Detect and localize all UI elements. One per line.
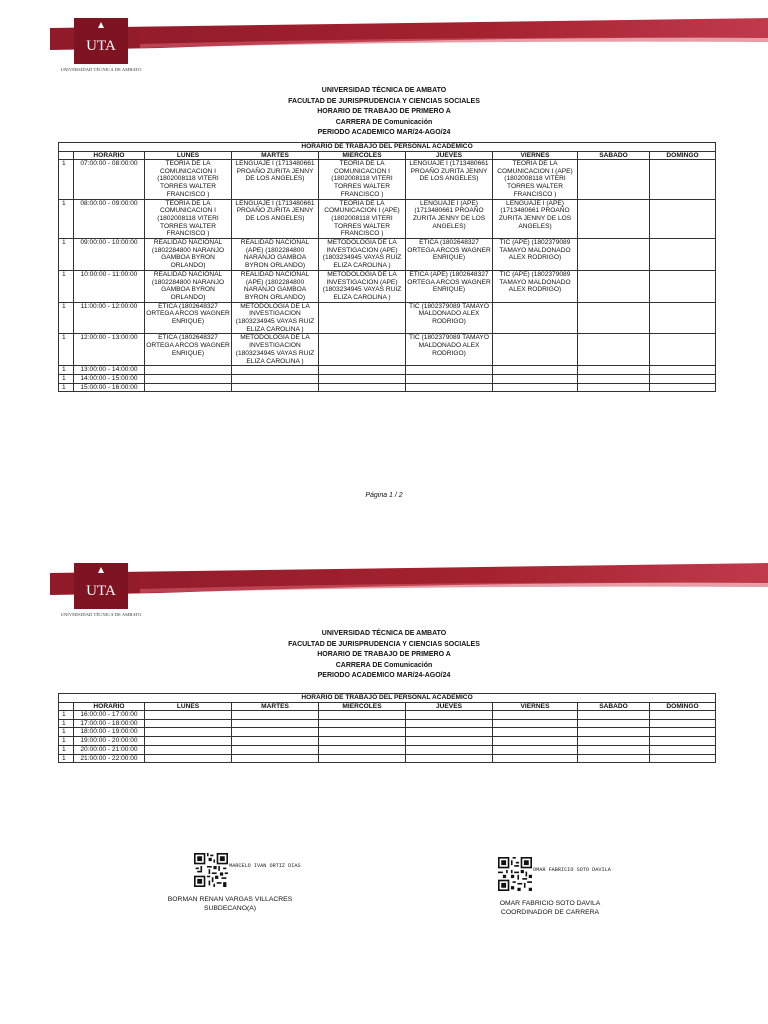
schedule-cell	[145, 719, 232, 728]
schedule-cell	[406, 711, 493, 720]
schedule-cell: LENGUAJE I (APE) (1713480661 PROAÑO ZURITA JENNY DE LOS ANGELES)	[406, 199, 493, 239]
schedule-cell: TEORIA DE LA COMUNICACION I (1802008118 VITERI TORRES WALTER FRANCISCO )	[319, 160, 406, 200]
time-slot: 19:00:00 - 20:00:00	[74, 737, 145, 746]
signature-name: BORMAN RENAN VARGAS VILLACRES	[167, 896, 293, 903]
row-index: 1	[59, 754, 74, 763]
heading-university: UNIVERSIDAD TÉCNICA DE AMBATO	[321, 87, 447, 94]
time-slot: 08:00:00 - 09:00:00	[74, 199, 145, 239]
heading-university: UNIVERSIDAD TÉCNICA DE AMBATO	[321, 630, 447, 637]
schedule-cell	[650, 366, 716, 375]
table-row	[59, 160, 716, 200]
schedule-cell: ETICA (1802648327 ORTEGA ARCOS WAGNER ENRIQUE)	[406, 239, 493, 271]
column-header-miercoles: MIERCOLES	[319, 151, 406, 160]
time-slot: 09:00:00 - 10:00:00	[74, 239, 145, 271]
schedule-cell	[650, 383, 716, 392]
heading-career: CARRERA DE Comunicación	[335, 661, 433, 669]
schedule-cell	[493, 366, 578, 375]
schedule-cell	[493, 719, 578, 728]
row-index-header	[59, 151, 74, 160]
table-row	[59, 270, 716, 302]
time-slot: 07:00:00 - 08:00:00	[74, 160, 145, 200]
table-row	[59, 745, 716, 754]
row-index-header	[59, 702, 74, 711]
schedule-cell	[232, 374, 319, 383]
schedule-cell	[578, 719, 650, 728]
schedule-cell	[493, 745, 578, 754]
schedule-cell	[232, 728, 319, 737]
row-index: 1	[59, 374, 74, 383]
column-header-horario: HORARIO	[74, 702, 145, 711]
schedule-cell: TEORIA DE LA COMUNICACION I (APE) (1802008118 VITERI TORRES WALTER FRANCISCO )	[319, 199, 406, 239]
schedule-cell	[650, 374, 716, 383]
schedule-cell	[145, 737, 232, 746]
time-slot: 17:00:00 - 18:00:00	[74, 719, 145, 728]
schedule-cell	[406, 737, 493, 746]
schedule-cell	[493, 302, 578, 334]
document-heading	[0, 629, 768, 682]
column-header-martes: MARTES	[232, 151, 319, 160]
row-index: 1	[59, 745, 74, 754]
heading-faculty: FACULTAD DE JURISPRUDENCIA Y CIENCIAS SOCIALES	[288, 640, 480, 648]
time-slot: 21:00:00 - 22:00:00	[74, 754, 145, 763]
heading-faculty: FACULTAD DE JURISPRUDENCIA Y CIENCIAS SOCIALES	[288, 97, 480, 105]
schedule-cell	[650, 711, 716, 720]
schedule-cell	[493, 737, 578, 746]
row-index: 1	[59, 270, 74, 302]
schedule-cell: METODOLOGIA DE LA INVESTIGACION (APE) (1803234945 VAYAS RUIZ ELIZA CAROLINA )	[319, 270, 406, 302]
row-index: 1	[59, 160, 74, 200]
schedule-cell	[493, 383, 578, 392]
schedule-cell: METODOLOGIA DE LA INVESTIGACION (1803234945 VAYAS RUIZ ELIZA CAROLINA )	[232, 334, 319, 366]
schedule-cell	[232, 711, 319, 720]
schedule-table-page-2	[58, 693, 716, 763]
schedule-cell	[406, 383, 493, 392]
page-2	[0, 545, 768, 1024]
logo-caption: UNIVERSIDAD TÉCNICA DE AMBATO	[60, 612, 142, 617]
schedule-cell	[319, 745, 406, 754]
row-index: 1	[59, 334, 74, 366]
row-index: 1	[59, 239, 74, 271]
schedule-cell	[232, 719, 319, 728]
time-slot: 18:00:00 - 19:00:00	[74, 728, 145, 737]
signer-name: OMAR FABRICIO SOTO DAVILA	[533, 867, 611, 873]
schedule-cell	[145, 745, 232, 754]
schedule-cell	[232, 737, 319, 746]
table-row	[59, 754, 716, 763]
schedule-cell	[650, 302, 716, 334]
schedule-cell	[232, 745, 319, 754]
column-header-jueves: JUEVES	[406, 151, 493, 160]
schedule-cell	[145, 728, 232, 737]
schedule-cell: TIC (1802379089 TAMAYO MALDONADO ALEX RODRIGO)	[406, 334, 493, 366]
table-row	[59, 383, 716, 392]
table-row	[59, 711, 716, 720]
column-header-miercoles: MIERCOLES	[319, 702, 406, 711]
schedule-cell	[319, 383, 406, 392]
time-slot: 15:00:00 - 16:00:00	[74, 383, 145, 392]
schedule-cell: METODOLOGIA DE LA INVESTIGACION (1803234945 VAYAS RUIZ ELIZA CAROLINA )	[232, 302, 319, 334]
schedule-cell	[650, 745, 716, 754]
schedule-table-page-1	[58, 142, 716, 392]
row-index: 1	[59, 728, 74, 737]
time-slot: 16:00:00 - 17:00:00	[74, 711, 145, 720]
signature-subdecano	[130, 853, 330, 913]
schedule-cell	[578, 239, 650, 271]
schedule-cell	[650, 737, 716, 746]
row-index: 1	[59, 719, 74, 728]
column-header-jueves: JUEVES	[406, 702, 493, 711]
schedule-cell	[578, 745, 650, 754]
schedule-cell: TIC (APE) (1802379089 TAMAYO MALDONADO ALEX RODRIGO)	[493, 239, 578, 271]
schedule-cell	[406, 719, 493, 728]
schedule-cell: ETICA (APE) (1802648327 ORTEGA ARCOS WAGNER ENRIQUE)	[406, 270, 493, 302]
schedule-cell	[578, 754, 650, 763]
heading-period: PERIODO ACADEMICO MAR/24-AGO/24	[317, 672, 451, 679]
table-row	[59, 728, 716, 737]
schedule-cell	[319, 719, 406, 728]
signer-name: MARCELO IVAN ORTIZ DIAS	[229, 863, 301, 869]
heading-schedule: HORARIO DE TRABAJO DE PRIMERO A	[317, 108, 451, 115]
column-header-row	[59, 702, 716, 711]
schedule-cell	[578, 199, 650, 239]
schedule-cell	[578, 737, 650, 746]
logo-text: UTA	[86, 38, 116, 54]
time-slot: 20:00:00 - 21:00:00	[74, 745, 145, 754]
qr-code-icon	[498, 857, 532, 891]
table-row	[59, 374, 716, 383]
time-slot: 12:00:00 - 13:00:00	[74, 334, 145, 366]
schedule-cell	[578, 160, 650, 200]
schedule-cell	[319, 754, 406, 763]
schedule-cell: REALIDAD NACIONAL (APE) (1802284800 NARANJO GAMBOA BYRON ORLANDO)	[232, 270, 319, 302]
logo-text: UTA	[86, 583, 116, 599]
logo-caption: UNIVERSIDAD TÉCNICA DE AMBATO	[60, 67, 142, 72]
row-index: 1	[59, 737, 74, 746]
schedule-cell	[232, 754, 319, 763]
table-row	[59, 199, 716, 239]
signature-coordinador	[450, 857, 650, 917]
schedule-cell	[650, 334, 716, 366]
time-slot: 11:00:00 - 12:00:00	[74, 302, 145, 334]
schedule-cell	[406, 745, 493, 754]
column-header-sabado: SABADO	[578, 151, 650, 160]
schedule-cell	[145, 383, 232, 392]
table-row	[59, 239, 716, 271]
schedule-cell	[650, 270, 716, 302]
signature-name: OMAR FABRICIO SOTO DAVILA	[499, 900, 601, 907]
schedule-cell	[578, 302, 650, 334]
row-index: 1	[59, 383, 74, 392]
schedule-cell: LENGUAJE I (1713480661 PROAÑO ZURITA JENNY DE LOS ANGELES)	[406, 160, 493, 200]
column-header-horario: HORARIO	[74, 151, 145, 160]
row-index: 1	[59, 199, 74, 239]
column-header-lunes: LUNES	[145, 151, 232, 160]
schedule-cell	[319, 334, 406, 366]
schedule-cell	[232, 366, 319, 375]
schedule-cell	[406, 366, 493, 375]
schedule-cell	[578, 334, 650, 366]
schedule-cell	[406, 754, 493, 763]
schedule-cell	[319, 302, 406, 334]
schedule-cell: ETICA (1802648327 ORTEGA ARCOS WAGNER ENRIQUE)	[145, 302, 232, 334]
schedule-cell	[493, 728, 578, 737]
heading-career: CARRERA DE Comunicación	[335, 118, 433, 126]
table-row	[59, 737, 716, 746]
schedule-cell	[406, 728, 493, 737]
schedule-cell	[650, 754, 716, 763]
column-header-viernes: VIERNES	[493, 702, 578, 711]
table-title: HORARIO DE TRABAJO DEL PERSONAL ACADEMICO	[59, 143, 716, 152]
schedule-cell	[319, 711, 406, 720]
schedule-cell	[493, 711, 578, 720]
schedule-cell	[232, 383, 319, 392]
column-header-lunes: LUNES	[145, 702, 232, 711]
schedule-cell: LENGUAJE I (1713480661 PROAÑO ZURITA JENNY DE LOS ANGELES)	[232, 160, 319, 200]
schedule-cell	[578, 366, 650, 375]
time-slot: 10:00:00 - 11:00:00	[74, 270, 145, 302]
schedule-cell	[650, 160, 716, 200]
schedule-cell: REALIDAD NACIONAL (1802284800 NARANJO GAMBOA BYRON ORLANDO)	[145, 270, 232, 302]
schedule-cell: TEORIA DE LA COMUNICACION I (APE) (1802008118 VITERI TORRES WALTER FRANCISCO )	[493, 160, 578, 200]
table-row	[59, 334, 716, 366]
schedule-cell	[319, 374, 406, 383]
schedule-cell: REALIDAD NACIONAL (APE) (1802284800 NARANJO GAMBOA BYRON ORLANDO)	[232, 239, 319, 271]
schedule-cell	[650, 728, 716, 737]
schedule-cell	[319, 737, 406, 746]
column-header-viernes: VIERNES	[493, 151, 578, 160]
schedule-cell: TIC (APE) (1802379089 TAMAYO MALDONADO ALEX RODRIGO)	[493, 270, 578, 302]
schedule-cell: TEORIA DE LA COMUNICACION I (1802008118 VITERI TORRES WALTER FRANCISCO )	[145, 160, 232, 200]
schedule-cell	[493, 334, 578, 366]
page-number: Página 1 / 2	[365, 492, 403, 499]
schedule-cell	[145, 711, 232, 720]
schedule-cell	[578, 383, 650, 392]
column-header-martes: MARTES	[232, 702, 319, 711]
schedule-cell	[578, 374, 650, 383]
schedule-cell	[578, 270, 650, 302]
schedule-cell	[493, 754, 578, 763]
schedule-cell	[145, 374, 232, 383]
table-row	[59, 719, 716, 728]
schedule-cell	[650, 239, 716, 271]
table-row	[59, 366, 716, 375]
time-slot: 14:00:00 - 15:00:00	[74, 374, 145, 383]
schedule-cell: REALIDAD NACIONAL (1802284800 NARANJO GAMBOA BYRON ORLANDO)	[145, 239, 232, 271]
heading-period: PERIODO ACADEMICO MAR/24-AGO/24	[317, 129, 451, 136]
heading-schedule: HORARIO DE TRABAJO DE PRIMERO A	[317, 651, 451, 658]
time-slot: 13:00:00 - 14:00:00	[74, 366, 145, 375]
schedule-cell: ETICA (1802648327 ORTEGA ARCOS WAGNER ENRIQUE)	[145, 334, 232, 366]
qr-code-icon	[194, 853, 228, 887]
schedule-cell	[319, 728, 406, 737]
university-logo	[56, 563, 146, 623]
schedule-cell	[650, 199, 716, 239]
column-header-sabado: SABADO	[578, 702, 650, 711]
schedule-cell	[578, 711, 650, 720]
schedule-cell	[145, 754, 232, 763]
schedule-cell	[578, 728, 650, 737]
column-header-domingo: DOMINGO	[650, 151, 716, 160]
schedule-cell: LENGUAJE I (1713480661 PROAÑO ZURITA JENNY DE LOS ANGELES)	[232, 199, 319, 239]
row-index: 1	[59, 366, 74, 375]
schedule-cell	[319, 366, 406, 375]
schedule-cell	[406, 374, 493, 383]
column-header-domingo: DOMINGO	[650, 702, 716, 711]
row-index: 1	[59, 711, 74, 720]
schedule-cell: METODOLOGIA DE LA INVESTIGACION (APE) (1803234945 VAYAS RUIZ ELIZA CAROLINA )	[319, 239, 406, 271]
table-title: HORARIO DE TRABAJO DEL PERSONAL ACADEMICO	[59, 694, 716, 703]
signature-role: SUBDECANO(A)	[203, 905, 257, 912]
table-row	[59, 302, 716, 334]
column-header-row	[59, 151, 716, 160]
schedule-cell: TIC (1802379089 TAMAYO MALDONADO ALEX RODRIGO)	[406, 302, 493, 334]
schedule-cell: TEORIA DE LA COMUNICACION I (1802008118 VITERI TORRES WALTER FRANCISCO )	[145, 199, 232, 239]
signature-role: COORDINADOR DE CARRERA	[500, 909, 600, 916]
schedule-cell	[145, 366, 232, 375]
document-heading	[0, 86, 768, 139]
row-index: 1	[59, 302, 74, 334]
university-logo	[56, 18, 146, 78]
schedule-cell	[493, 374, 578, 383]
schedule-cell	[650, 719, 716, 728]
schedule-cell: LENGUAJE I (APE) (1713480661 PROAÑO ZURITA JENNY DE LOS ANGELES)	[493, 199, 578, 239]
